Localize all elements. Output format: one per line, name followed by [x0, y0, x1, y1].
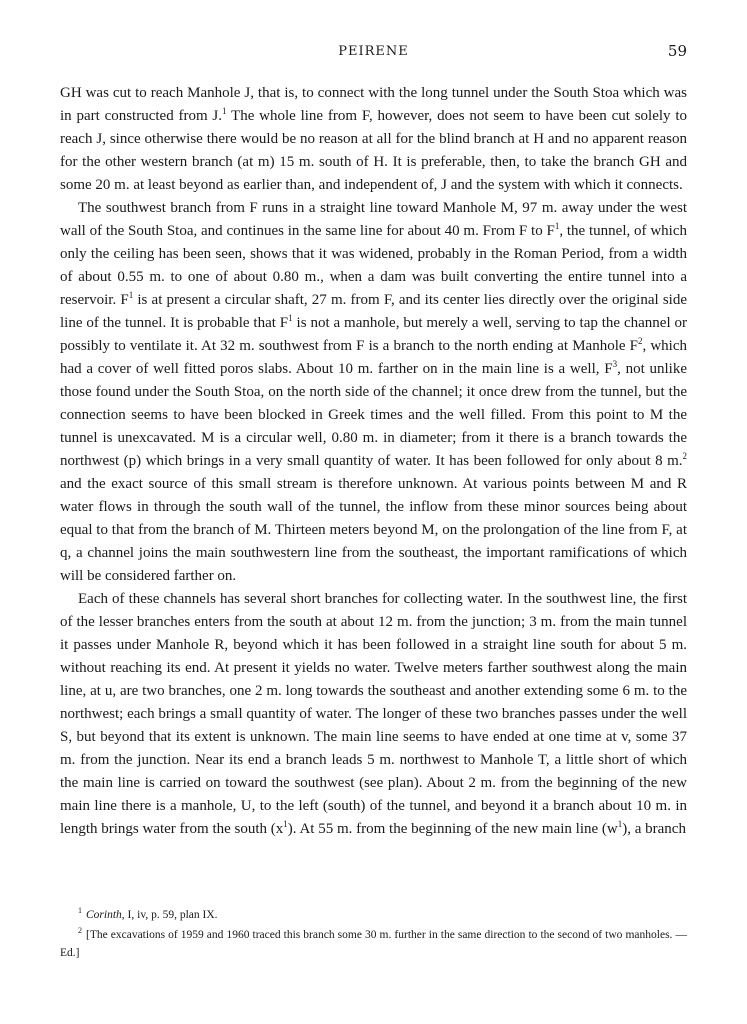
- text-run: GH was cut to reach Manhole J, that is, to connect with the long tunnel under the South Stoa which was in part constructed from J.: [60, 85, 687, 124]
- text-run: and the exact source of this small stream is therefore unknown. At various points between M and R water flows in through the south wall of the tunnel, the inflow from these minor sources being about equal to that from the branch of M. Thirteen meters beyond M, on the prolongation of the line from F, at q, a channel joins the main southwestern line from the southeast, the important ramifications of which will be considered farther on.: [60, 476, 687, 584]
- text-run: is not a manhole, but merely a well, serving to tap the channel or possibly to ventilate it. At 32 m. southwest from F is a branch to the north ending at Manhole F: [60, 315, 687, 354]
- text-run: , which had a cover of well fitted poros slabs. About 10 m. farther on in the main line is a well, F: [60, 338, 687, 377]
- text-run: The whole line from F, however, does not seem to have been cut solely to reach J, since otherwise there would be no reason at all for the blind branch at H and no apparent reason for the other western branch (at m) 15 m. south of H. It is preferable, then, to take the branch GH and some 20 m. at least beyond as earlier than, and independent of, J and the system with which it connects.: [60, 108, 687, 193]
- footnote-text: [The excavations of 1959 and 1960 traced this branch some 30 m. further in the same direction to the second of two manholes. — Ed.]: [60, 929, 687, 959]
- footnote-1: [60, 906, 687, 924]
- text-run: is at present a circular shaft, 27 m. from F, and its center lies directly over the original side line of the tunnel. It is probable that F: [60, 292, 687, 331]
- text-run: ), a branch: [622, 821, 686, 837]
- page-number: 59: [667, 42, 687, 60]
- superscript: 1: [288, 313, 293, 323]
- paragraph-2: [60, 197, 687, 588]
- text-run: , the tunnel, of which only the ceiling has been seen, shows that it was widened, probably in the Roman Period, from a width of about 0.55 m. to one of about 0.80 m., when a dam was built converting the entire tunnel into a reservoir. F: [60, 223, 687, 308]
- superscript: 1: [554, 221, 560, 231]
- paragraph-1: [60, 82, 687, 197]
- footnotes: [60, 906, 687, 964]
- footnote-2: [60, 926, 687, 962]
- superscript: 1: [128, 290, 134, 300]
- superscript: 1: [617, 819, 623, 829]
- footnote-ref-2[interactable]: 2: [682, 451, 687, 461]
- footnote-title: Corinth: [86, 909, 122, 921]
- footnote-ref-1[interactable]: 1: [222, 106, 227, 116]
- superscript: 2: [637, 336, 643, 346]
- footnote-text: , I, iv, p. 59, plan IX.: [121, 909, 218, 921]
- text-run: The southwest branch from F runs in a straight line toward Manhole M, 97 m. away under the west wall of the South Stoa, and continues in the same line for about 40 m. From F to F: [60, 200, 687, 239]
- paragraph-3: [60, 588, 687, 841]
- superscript: 1: [283, 819, 288, 829]
- running-title: PEIRENE: [338, 44, 409, 59]
- page-header: [60, 40, 687, 68]
- body-text: [60, 82, 687, 841]
- text-run: , not unlike those found under the South Stoa, on the north side of the channel; it once drew from the tunnel, but the connection seems to have been blocked in Greek times and the well filled. From this point to M the tunnel is unexcavated. M is a circular well, 0.80 m. in diameter; from it there is a branch towards the northwest (p) which brings in a very small quantity of water. It has been followed for only about 8 m.: [60, 361, 687, 469]
- book-page: [60, 40, 687, 1000]
- text-run: ). At 55 m. from the beginning of the new main line (w: [287, 821, 618, 837]
- footnote-marker: 1: [78, 906, 82, 916]
- footnote-marker: 2: [78, 926, 82, 936]
- text-run: Each of these channels has several short branches for collecting water. In the southwest line, the first of the lesser branches enters from the south at about 12 m. from the junction; 3 m. from the main tunnel it passes under Manhole R, beyond which it has been followed in a straight line south for about 5 m. without reaching its end. At present it yields no water. Twelve meters farther southwest along the main line, at u, are two branches, one 2 m. long towards the southeast and another extending some 6 m. to the northwest; each brings a small quantity of water. The longer of these two branches passes under the well S, but beyond that its extent is unknown. The main line seems to have ended at one time at v, some 37 m. from the junction. Near its end a branch leads 5 m. northwest to Manhole T, a little short of which the main line is carried on toward the southwest (see plan). About 2 m. from the beginning of the new main line there is a manhole, U, to the left (south) of the tunnel, and beyond it a branch about 10 m. in length brings water from the south (x: [60, 591, 687, 837]
- superscript: 3: [612, 359, 618, 369]
